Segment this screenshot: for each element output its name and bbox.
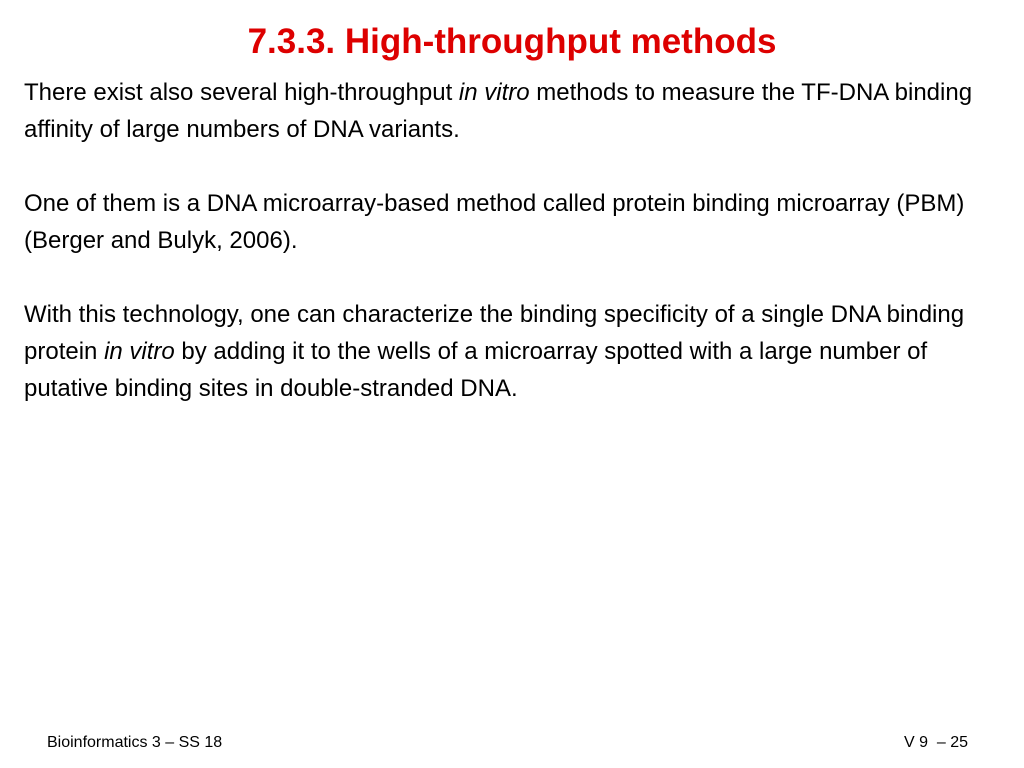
paragraph-3-text: With this technology, one can characterize the binding specificity of a single DNA binding protein xyxy=(24,301,965,365)
paragraph-1-text: There exist also several high-throughput xyxy=(24,79,459,106)
footer-slide-number: V 9 – 25 xyxy=(903,734,968,751)
paragraph-2-text: One of them is a DNA microarray-based method called protein binding microarray (PBM) (Berger and Bulyk, 2006). xyxy=(24,190,965,254)
footer-course: Bioinformatics 3 – SS 18 xyxy=(47,734,223,751)
paragraph-1-italic: in vitro xyxy=(458,79,530,106)
paragraph-1 xyxy=(24,74,994,148)
slide-title: 7.3.3. High-throughput methods xyxy=(247,22,777,61)
paragraph-1-text-cont: methods to measure the TF-DNA binding affinity of large numbers of DNA variants. xyxy=(24,79,973,143)
paragraph-3-italic: in vitro xyxy=(104,338,175,365)
paragraph-3 xyxy=(24,296,994,407)
paragraph-3-text-cont: by adding it to the wells of a microarray spotted with a large number of putative binding sites in double-stranded DNA. xyxy=(24,338,928,402)
slide-body xyxy=(24,74,994,407)
paragraph-2 xyxy=(24,185,994,259)
